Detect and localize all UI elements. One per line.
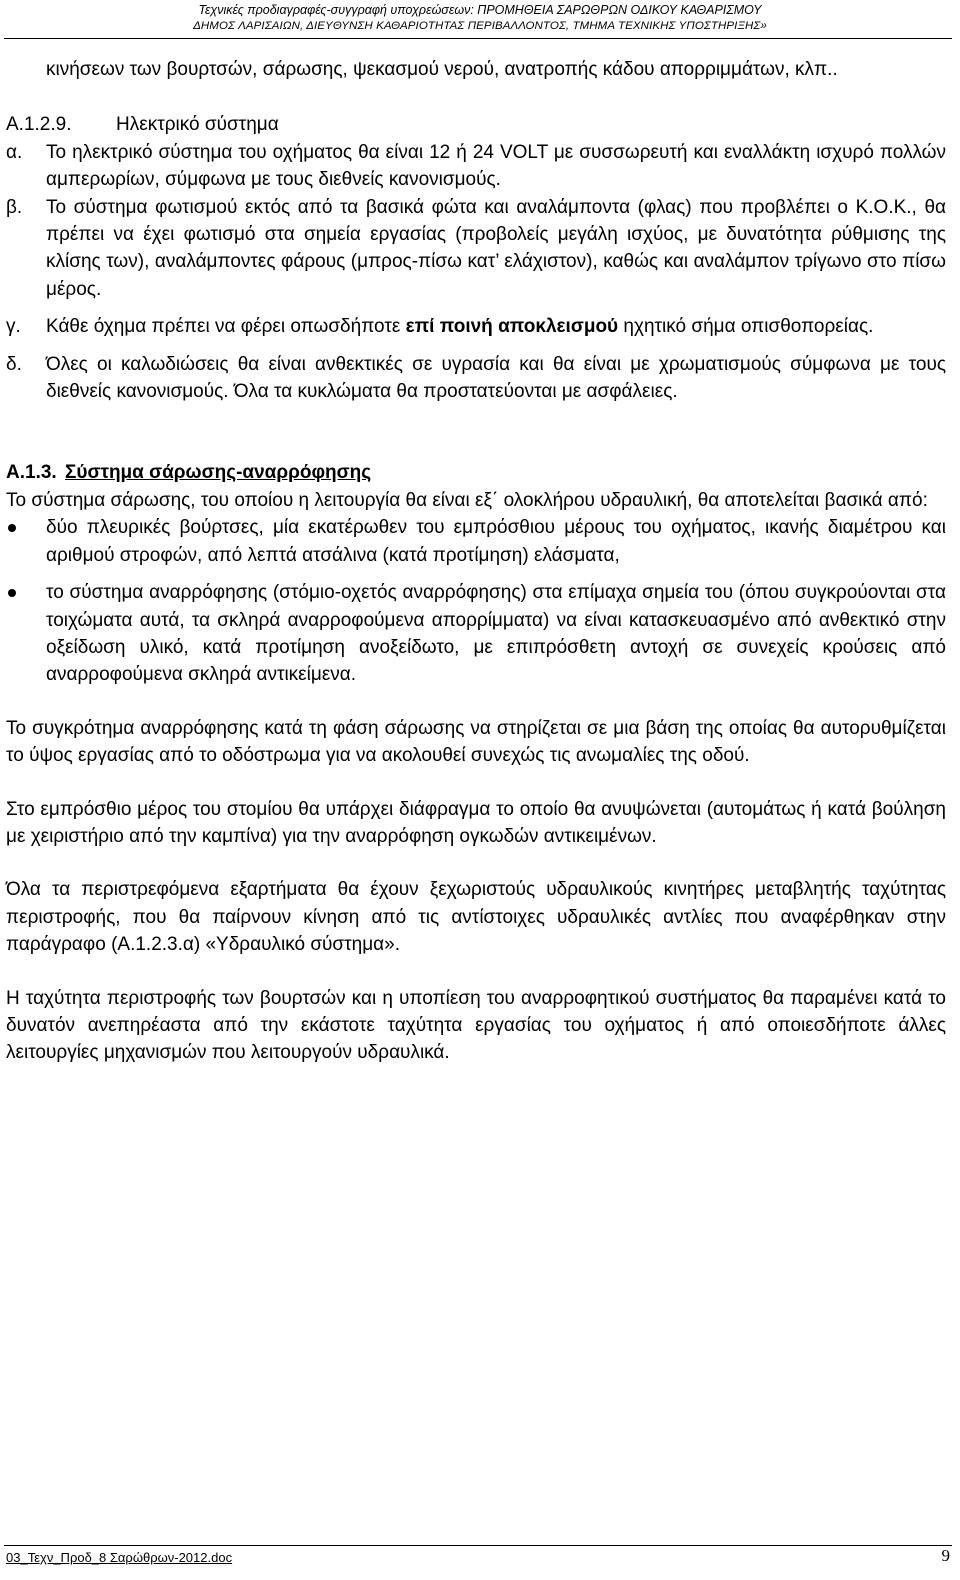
item-b: [6, 194, 946, 304]
footer-filename: 03_Τεχν_Προδ_8 Σαρώθρων-2012.doc: [6, 1550, 233, 1565]
item-label: γ.: [6, 316, 21, 338]
header-line-1: Τεχνικές προδιαγραφές-συγγραφή υποχρεώσεων: ΠΡΟΜΗΘΕΙΑ ΣΑΡΩΘΡΩΝ ΟΔΙΚΟΥ ΚΑΘΑΡΙΣΜΟΥ: [198, 3, 762, 17]
section-title: Σύστημα σάρωσης-αναρρόφησης: [65, 462, 372, 484]
document-body: [6, 56, 946, 1067]
list-item-text: δύο πλευρικές βούρτσες, μία εκατέρωθεν του εμπρόσθιου μέρους του οχήματος, ικανής διαμέτρου και αριθμού στροφών, από λεπτά ατσάλινα (κατά προτίμηση) ελάσματα,: [46, 517, 946, 566]
item-text-post: ηχητικό σήμα οπισθοπορείας.: [618, 316, 874, 338]
item-text: Το σύστημα φωτισμού εκτός από τα βασικά φώτα και αναλάμποντα (φλας) που προβλέπει ο Κ.Ο.Κ., θα πρέπει να έχει φωτισμό στα σημεία εργασίας (προβολείς μεγάλη ισχύος, με δυνατότητα ρύθμισης της κλίσης των), αναλάμποντες φάρους (μπρος-πίσω κατ’ ελάχιστον), καθώς και αναλάμπον τρίγωνο στο πίσω μέρος.: [46, 196, 946, 300]
paragraph-2: Το συγκρότημα αναρρόφησης κατά τη φάση σάρωσης να στηρίζεται σε μια βάση της οποίας θα αυτορυθμίζεται το ύψος εργασίας από το οδόστρωμα για να ακολουθεί συνεχώς τις ανωμαλίες της οδού.: [6, 717, 946, 767]
item-text-emphasis: επί ποινή αποκλεισμού: [405, 316, 619, 338]
item-label: δ.: [6, 353, 22, 375]
page-header: [0, 2, 960, 34]
item-text: Το ηλεκτρικό σύστημα του οχήματος θα είναι 12 ή 24 VOLT με συσσωρευτή και εναλλάκτη ισχυρό πολλών αμπερωρίων, σύμφωνα με τους διεθνείς κανονισμούς.: [46, 141, 946, 191]
paragraph-4: Όλα τα περιστρεφόμενα εξαρτήματα θα έχουν ξεχωριστούς υδραυλικούς κινητήρες μεταβλητής ταχύτητας περιστροφής, που θα παίρνουν κίνηση από τις αντίστοιχες υδραυλικές αντλίες που αναφέρθηκαν στην παράγραφο (Α.1.2.3.α) «Υδραυλικό σύστημα».: [6, 879, 946, 956]
paragraph-1: Το σύστημα σάρωσης, του οποίου η λειτουργία θα είναι εξ΄ ολοκλήρου υδραυλική, θα αποτελείται βασικά από:: [6, 489, 928, 511]
intro-paragraph: κινήσεων των βουρτσών, σάρωσης, ψεκασμού νερού, ανατροπής κάδου απορριμμάτων, κλπ..: [46, 59, 838, 80]
page-number: 9: [941, 1546, 950, 1565]
item-c: [6, 313, 946, 340]
list-item: [6, 579, 946, 689]
item-label: α.: [6, 141, 23, 163]
paragraph-3: Στο εμπρόσθιο μέρος του στομίου θα υπάρχει διάφραγμα το οποίο θα ανυψώνεται (αυτομάτως ή κατά βούληση με χειριστήριο από την καμπίνα) για την αναρρόφηση ογκωδών αντικειμένων.: [6, 798, 946, 847]
paragraph-5: Η ταχύτητα περιστροφής των βουρτσών και η υποπίεση του αναρροφητικού συστήματος θα παραμένει κατά το δυνατόν ανεπηρέαστα από την εκάστοτε ταχύτητα εργασίας του οχήματος ή από οποιεσδήποτε άλλες λειτουργίες μηχανισμών που λειτουργούν υδραυλικά.: [6, 987, 946, 1064]
section-title: Ηλεκτρικό σύστημα: [116, 114, 279, 136]
section-number: Α.1.2.9.: [6, 114, 72, 136]
item-label: β.: [6, 196, 23, 218]
footer-divider: [4, 1545, 952, 1546]
list-item-text: το σύστημα αναρρόφησης (στόμιο-οχετός αναρρόφησης) στα επίμαχα σημεία του (όπου συγκρούονται στα τοιχώματα αυτά, τα σκληρά αναρροφούμενα απορρίμματα) να είναι κατασκευασμένο από ανθεκτικό στην οξείδωση υλικό, κατά προτίμηση ανοξείδωτο, με επιπρόσθετη αντοχή σε συνεχείς κρούσεις από αναρροφούμενα σκληρά αντικείμενα.: [46, 582, 946, 686]
list-item: [6, 514, 946, 569]
bullet-list: [6, 514, 946, 688]
item-text-pre: Κάθε όχημα πρέπει να φέρει οπωσδήποτε: [46, 316, 406, 338]
item-text: Όλες οι καλωδιώσεις θα είναι ανθεκτικές σε υγρασία και θα είναι με χρωματισμούς σύμφωνα με τους διεθνείς κανονισμούς. Όλα τα κυκλώματα θα προστατεύονται με ασφάλειες.: [46, 353, 946, 403]
bullet-icon: [8, 589, 16, 597]
header-line-2: ΔΗΜΟΣ ΛΑΡΙΣΑΙΩΝ, ΔΙΕΥΘΥΝΣΗ ΚΑΘΑΡΙΟΤΗΤΑΣ ΠΕΡΙΒΑΛΛΟΝΤΟΣ, ΤΜΗΜΑ ΤΕΧΝΙΚΗΣ ΥΠΟΣΤΗΡΙΞΗΣ»: [193, 20, 767, 32]
section-a129-heading: [6, 111, 946, 138]
header-divider: [4, 38, 952, 39]
bullet-icon: [8, 524, 16, 532]
item-a: [6, 139, 946, 194]
section-a13-heading: [6, 459, 946, 486]
section-number: Α.1.3.: [6, 462, 57, 484]
item-d: [6, 351, 946, 406]
